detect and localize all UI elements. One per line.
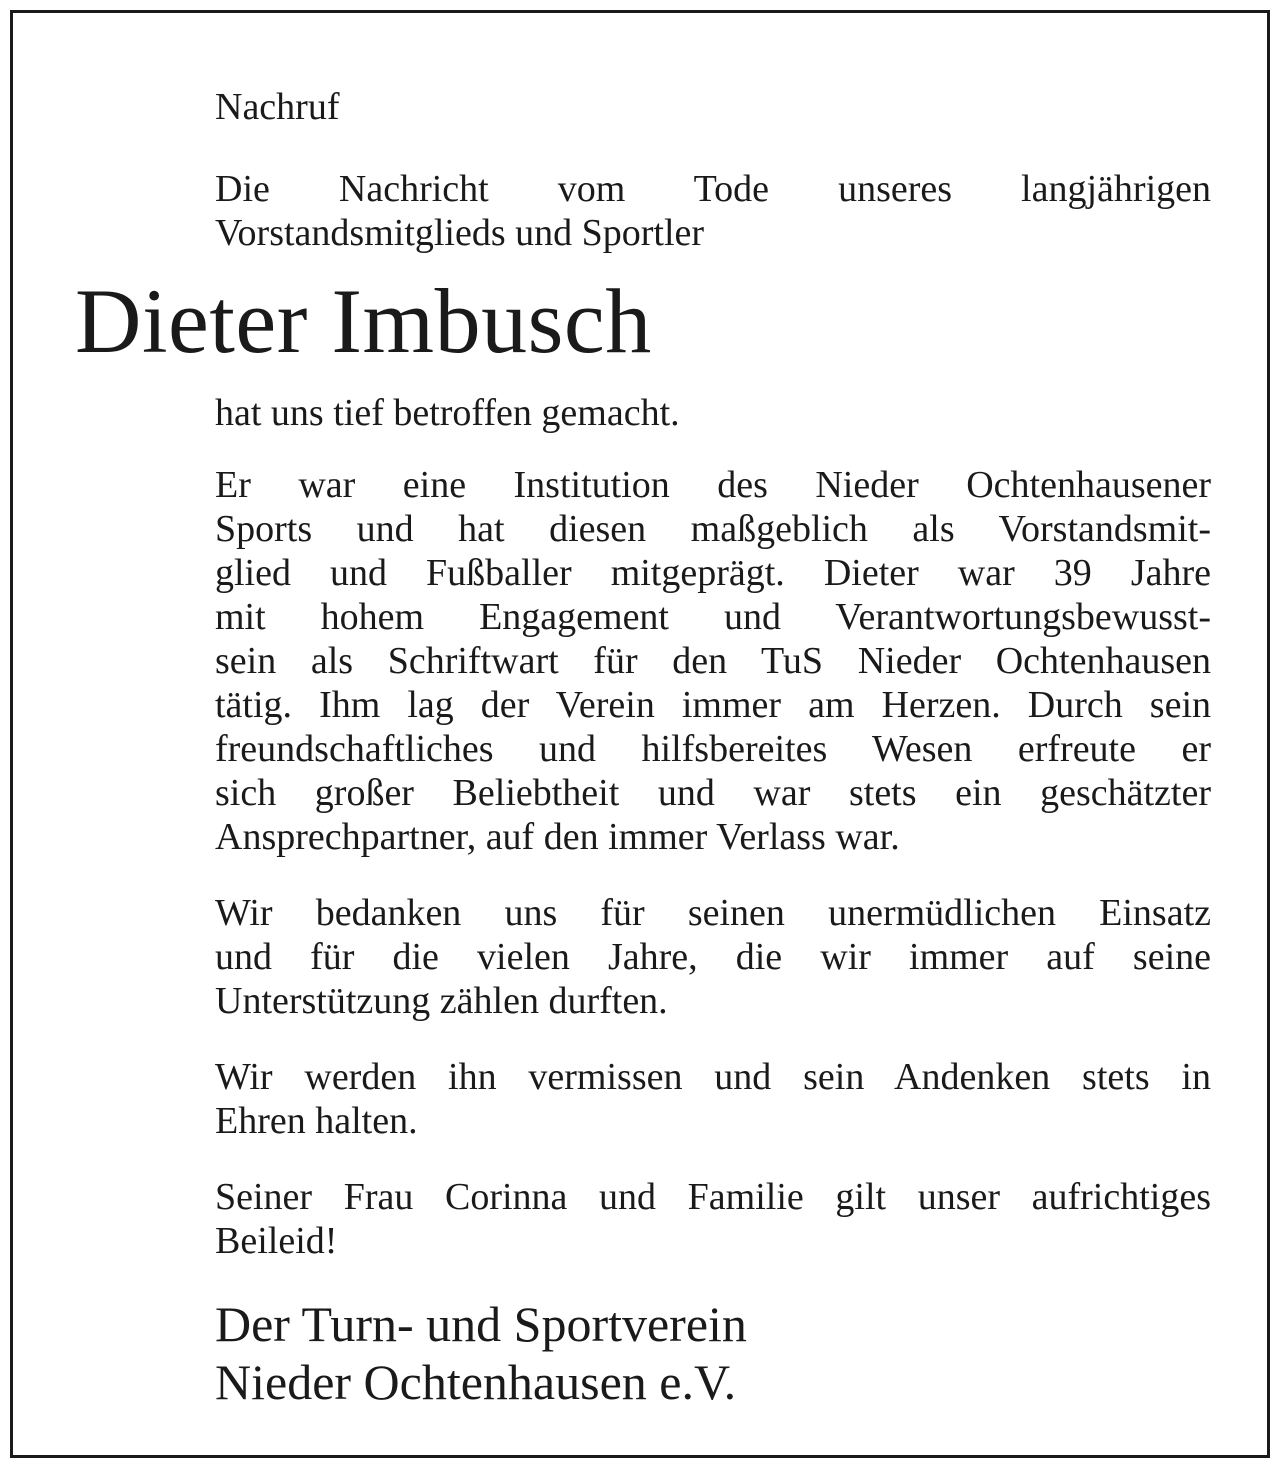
paragraph-memory xyxy=(215,1055,1211,1143)
paragraph-line: Unterstützung zählen durften. xyxy=(215,980,668,1022)
obituary-heading: Nachruf xyxy=(215,86,340,128)
intro-paragraph xyxy=(215,167,1211,255)
signature-line: Nieder Ochtenhausen e.V. xyxy=(215,1354,737,1410)
paragraph-line: Wir bedanken uns für seinen unermüdlichen Einsatz xyxy=(215,892,1211,934)
paragraph-thanks xyxy=(215,891,1211,1023)
paragraph-line: sein als Schriftwart für den TuS Nieder Ochtenhausen xyxy=(215,640,1211,682)
paragraph-line: Ansprechpartner, auf den immer Verlass war. xyxy=(215,816,900,858)
paragraph-condolence xyxy=(215,1175,1211,1263)
paragraph-line: Seiner Frau Corinna und Familie gilt unser aufrichtiges xyxy=(215,1176,1211,1218)
intro-line: Vorstandsmitglieds und Sportler xyxy=(215,212,705,254)
deceased-name: Dieter Imbusch xyxy=(75,270,652,372)
paragraph-line: Er war eine Institution des Nieder Ochtenhausener xyxy=(215,464,1211,506)
paragraph-line: glied und Fußballer mitgeprägt. Dieter war 39 Jahre xyxy=(215,552,1211,594)
club-signature xyxy=(215,1295,747,1411)
intro-line: Die Nachricht vom Tode unseres langjährigen xyxy=(215,168,1211,210)
paragraph-line: Beileid! xyxy=(215,1220,338,1262)
paragraph-line: Sports und hat diesen maßgeblich als Vorstandsmit- xyxy=(215,508,1211,550)
paragraph-line: tätig. Ihm lag der Verein immer am Herzen. Durch sein xyxy=(215,684,1211,726)
after-name-line: hat uns tief betroffen gemacht. xyxy=(215,392,680,434)
paragraph-line: sich großer Beliebtheit und war stets ein geschätzter xyxy=(215,772,1211,814)
paragraph-line: mit hohem Engagement und Verantwortungsbewusst- xyxy=(215,596,1211,638)
signature-line: Der Turn- und Sportverein xyxy=(215,1296,747,1352)
paragraph-line: Wir werden ihn vermissen und sein Andenken stets in xyxy=(215,1056,1211,1098)
obituary-frame xyxy=(10,10,1270,1458)
paragraph-tribute xyxy=(215,463,1211,859)
after-name-text xyxy=(215,391,1211,435)
paragraph-line: freundschaftliches und hilfsbereites Wesen erfreute er xyxy=(215,728,1211,770)
paragraph-line: Ehren halten. xyxy=(215,1100,418,1142)
paragraph-line: und für die vielen Jahre, die wir immer auf seine xyxy=(215,936,1211,978)
